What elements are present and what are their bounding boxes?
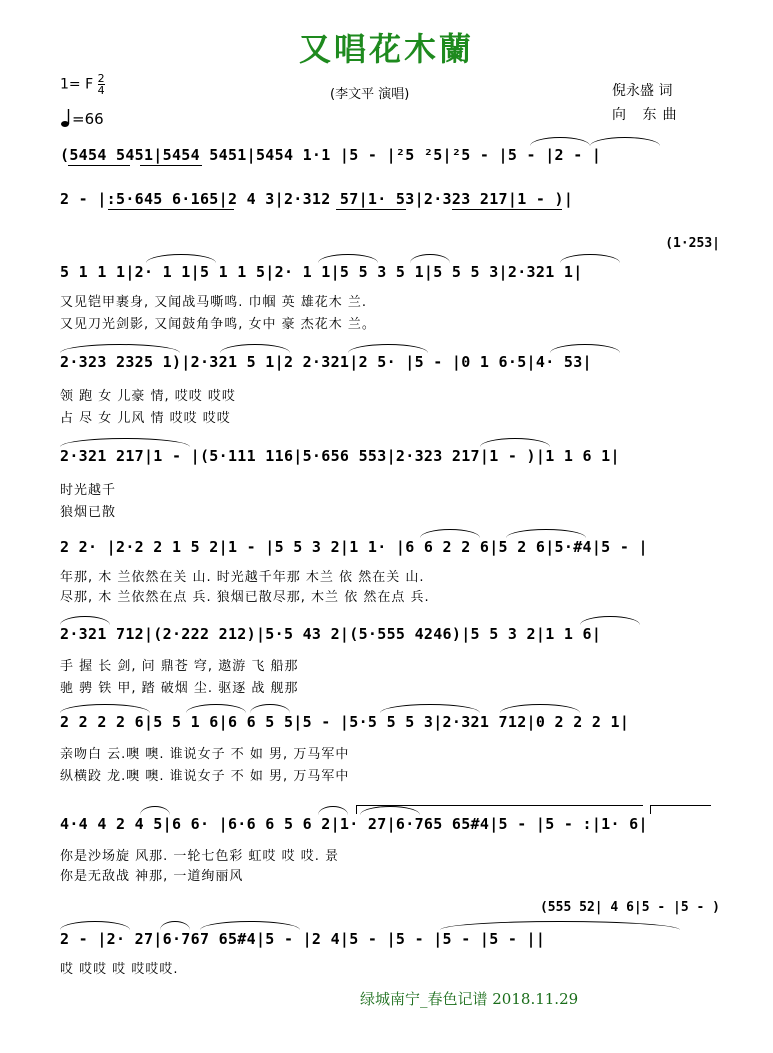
time-bottom: 4 bbox=[97, 84, 105, 97]
score-row-5 bbox=[60, 447, 720, 520]
notes-row-2: 2 - |:5·645 6·165|2 4 3|2·312 57|1· 53|2·323 217|1 - )| bbox=[60, 190, 574, 208]
lyric-row-9-verse-1: 你是沙场旋 风那. 一轮七色彩 虹哎 哎 哎. 景 bbox=[60, 849, 340, 864]
slur-mark bbox=[318, 254, 378, 263]
prelude-row-3: (1·253| bbox=[665, 236, 720, 251]
lyricist: 倪永盛 词 bbox=[612, 83, 673, 99]
volta-2 bbox=[650, 805, 711, 814]
time-signature bbox=[98, 73, 105, 96]
notes-row-1: (5454 5451|5454 5451|5454 1·1 |5 - |²5 ²5|²5 - |5 - |2 - | bbox=[60, 146, 602, 164]
beam-underline bbox=[452, 209, 562, 210]
slur-mark bbox=[560, 254, 620, 263]
score-row-9 bbox=[60, 815, 720, 885]
lyric-row-4-verse-2: 占 尽 女 儿风 情 哎哎 哎哎 bbox=[60, 411, 231, 426]
score-row-8 bbox=[60, 713, 720, 783]
song-title: 又唱花木蘭 bbox=[298, 30, 474, 68]
lyric-row-3-verse-2: 又见刀光剑影, 又闻鼓角争鸣, 女中 豪 杰花木 兰。 bbox=[60, 317, 376, 332]
slur-mark bbox=[348, 344, 428, 353]
lyric-row-5-verse-2: 狼烟已散 bbox=[60, 505, 117, 520]
lyric-row-4-verse-1: 领 跑 女 儿豪 情, 哎哎 哎哎 bbox=[60, 389, 236, 404]
slur-mark bbox=[318, 806, 348, 815]
slur-mark bbox=[580, 616, 640, 625]
slur-mark bbox=[420, 529, 480, 538]
slur-mark bbox=[60, 616, 110, 625]
tempo-mark bbox=[60, 108, 104, 128]
lyric-row-6-verse-2: 尽那, 木 兰依然在点 兵. 狼烟已散尽那, 木兰 依 然在点 兵. bbox=[60, 590, 430, 605]
notes-row-5: 2·321 217|1 - |(5·111 116|5·656 553|2·323 217|1 - )|1 1 6 1| bbox=[60, 447, 620, 465]
tempo-value: =66 bbox=[72, 110, 104, 128]
slur-mark bbox=[480, 438, 550, 447]
score-row-1 bbox=[60, 146, 720, 176]
lyric-row-7-verse-1: 手 握 长 剑, 问 鼎苍 穹, 遨游 飞 船那 bbox=[60, 659, 299, 674]
beam-underline bbox=[336, 209, 406, 210]
lyric-row-8-verse-1: 亲吻白 云.噢 噢. 谁说女子 不 如 男, 万马军中 bbox=[60, 747, 350, 762]
slur-mark bbox=[410, 254, 450, 263]
slur-mark bbox=[60, 921, 130, 930]
performer: (李文平 演唱) bbox=[330, 87, 410, 102]
slur-mark bbox=[590, 137, 660, 146]
notes-row-7: 2·321 712|(2·222 212)|5·5 43 2|(5·555 4246)|5 5 3 2|1 1 6| bbox=[60, 625, 602, 643]
lyric-row-6-verse-1: 年那, 木 兰依然在关 山. 时光越千年那 木兰 依 然在关 山. bbox=[60, 570, 425, 585]
slur-mark bbox=[220, 344, 290, 353]
transcriber-credit: 绿城南宁_春色记谱 2018.11.29 bbox=[360, 990, 579, 1008]
notes-row-4: 2·323 2325 1)|2·321 5 1|2 2·321|2 5· |5 - |0 1 6·5|4· 53| bbox=[60, 353, 592, 371]
lyric-row-8-verse-2: 纵横跤 龙.噢 噢. 谁说女子 不 如 男, 万马军中 bbox=[60, 769, 350, 784]
key-label: 1= F bbox=[60, 76, 94, 93]
slur-mark bbox=[160, 921, 190, 930]
time-top: 2 bbox=[97, 72, 105, 85]
beam-underline bbox=[108, 209, 234, 210]
slur-mark bbox=[380, 704, 480, 713]
notes-row-6: 2 2· |2·2 2 1 5 2|1 - |5 5 3 2|1 1· |6 6 2 2 6|5 2 6|5·#4|5 - | bbox=[60, 538, 648, 556]
slur-mark bbox=[530, 137, 590, 146]
prelude-row-10: (555 52| 4 6|5 - |5 - ) bbox=[539, 900, 720, 915]
lyric-row-3-verse-1: 又见铠甲裹身, 又闻战马嘶鸣. 巾帼 英 雄花木 兰. bbox=[60, 295, 368, 310]
quarter-note-icon bbox=[60, 108, 72, 128]
score-row-3 bbox=[60, 236, 720, 333]
slur-mark bbox=[146, 254, 216, 263]
slur-mark bbox=[60, 704, 150, 713]
score-row-2 bbox=[60, 190, 720, 220]
score-row-10 bbox=[60, 900, 720, 980]
slur-mark bbox=[140, 806, 170, 815]
lyric-row-10-verse-1: 哎 哎哎 哎 哎哎哎. bbox=[60, 962, 179, 977]
slur-mark bbox=[250, 704, 290, 713]
slur-mark bbox=[506, 529, 586, 538]
notes-row-9: 4·4 4 2 4 5|6 6· |6·6 6 5 6 2|1· 27|6·765 65#4|5 - |5 - :|1· 6| bbox=[60, 815, 648, 833]
score-row-4 bbox=[60, 353, 720, 426]
lyric-row-5-verse-1: 时光越千 bbox=[60, 483, 117, 498]
lyric-row-7-verse-2: 驰 骋 铁 甲, 踏 破烟 尘. 驱逐 战 舰那 bbox=[60, 681, 299, 696]
slur-mark bbox=[500, 704, 580, 713]
notes-row-8: 2 2 2 2 6|5 5 1 6|6 6 5 5|5 - |5·5 5 5 3|2·321 712|0 2 2 2 1| bbox=[60, 713, 630, 731]
composer: 向 东曲 bbox=[612, 107, 683, 123]
beam-underline bbox=[140, 165, 202, 166]
key-signature bbox=[60, 73, 105, 96]
score-row-7 bbox=[60, 625, 720, 695]
notes-row-3: 5 1 1 1|2· 1 1|5 1 1 5|2· 1 1|5 5 3 5 1|5 5 5 3|2·321 1| bbox=[60, 263, 583, 281]
slur-mark bbox=[186, 704, 246, 713]
slur-mark bbox=[200, 921, 300, 930]
beam-underline bbox=[68, 165, 130, 166]
lyric-row-9-verse-2: 你是无敌战 神那, 一道绚丽风 bbox=[60, 869, 244, 884]
notes-row-10: 2 - |2· 27|6·767 65#4|5 - |2 4|5 - |5 - |5 - |5 - || bbox=[60, 930, 546, 948]
slur-mark bbox=[550, 344, 620, 353]
slur-mark bbox=[440, 921, 680, 930]
slur-mark bbox=[60, 438, 190, 447]
slur-mark bbox=[60, 344, 180, 353]
score-row-6 bbox=[60, 538, 720, 608]
